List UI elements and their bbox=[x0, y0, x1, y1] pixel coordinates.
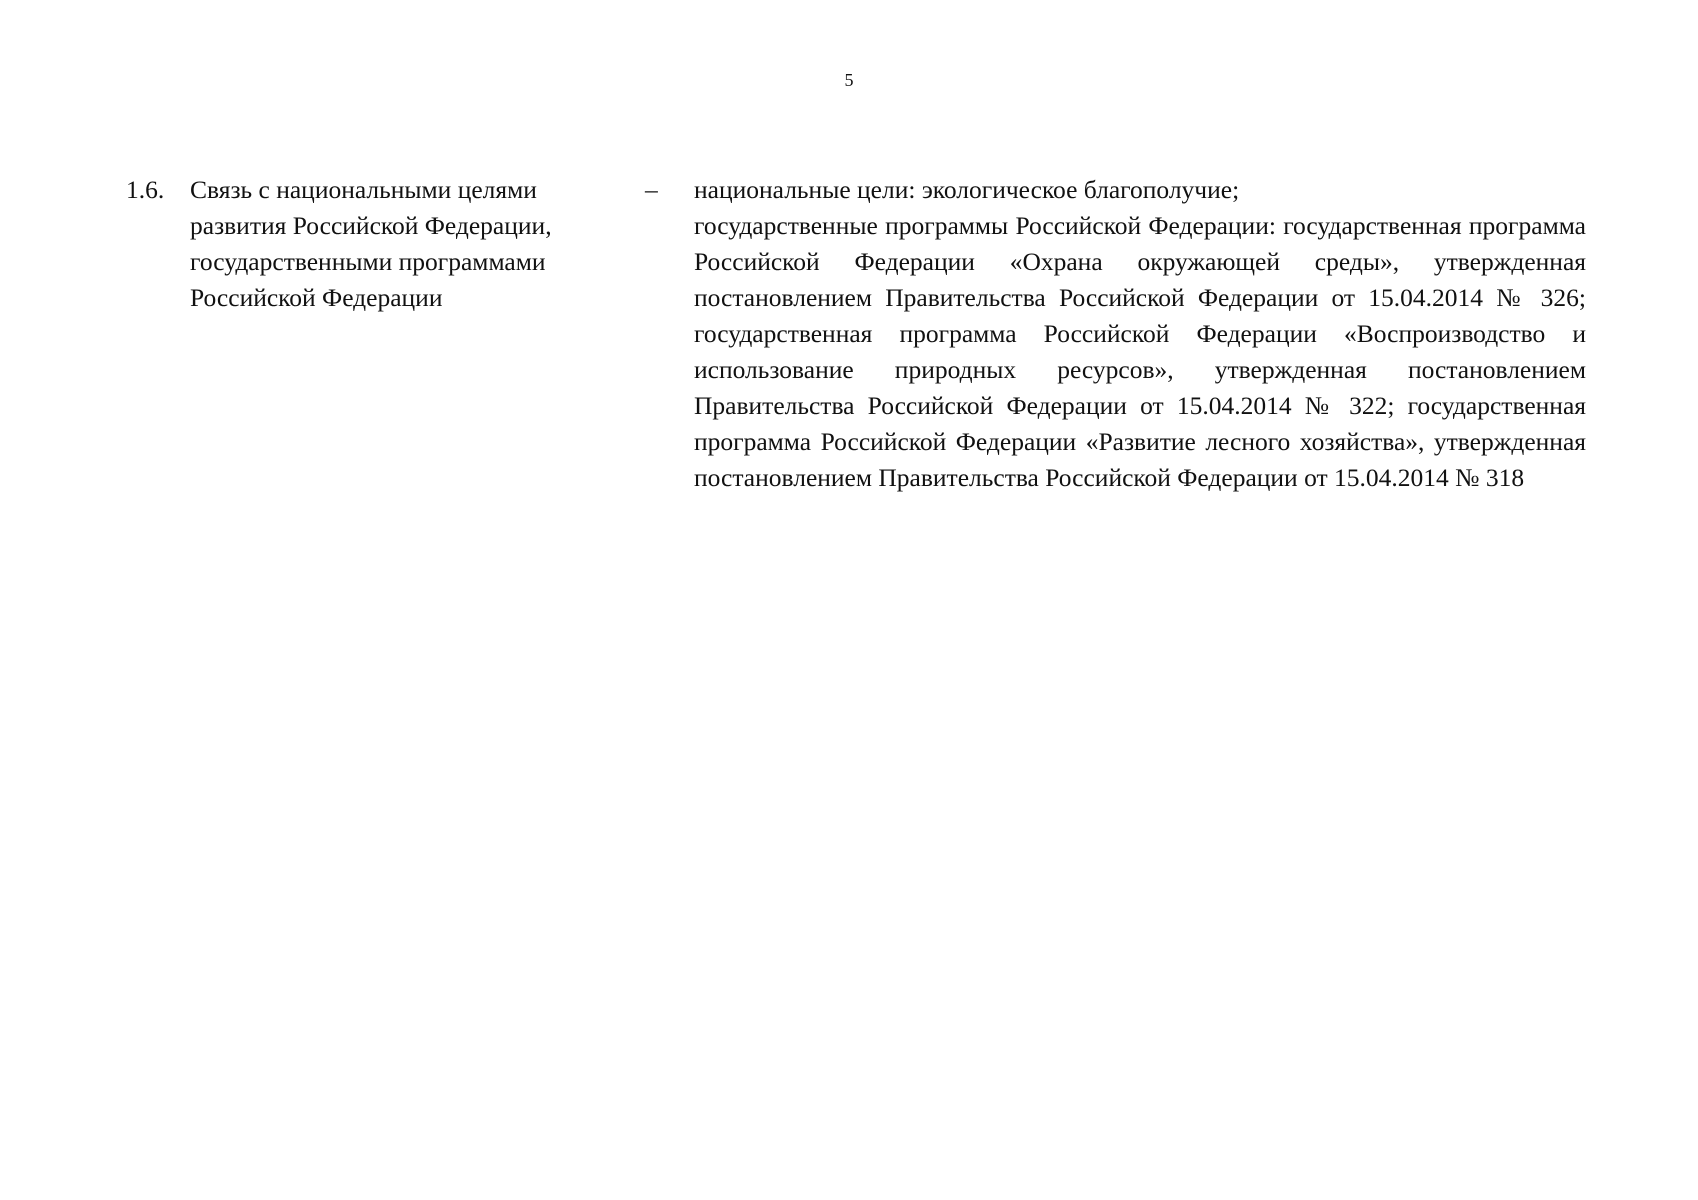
item-body bbox=[694, 172, 1586, 496]
item-title bbox=[190, 172, 610, 316]
national-goals-paragraph: национальные цели: экологическое благополучие; bbox=[694, 175, 1240, 204]
page-number: 5 bbox=[844, 70, 854, 90]
item-dash: – bbox=[645, 175, 658, 204]
item-number: 1.6. bbox=[126, 175, 165, 204]
item-title-line: Российской Федерации bbox=[190, 283, 443, 312]
item-title-line: развития Российской Федерации, bbox=[190, 211, 552, 240]
item-title-line: Связь с национальными целями bbox=[190, 175, 537, 204]
item-title-line: государственными программами bbox=[190, 247, 546, 276]
state-programs-paragraph: государственные программы Российской Федерации: государственная программа Российской Федерации «Охрана окружающей среды», утвержденная постановлением Правительства Российской Федерации от 15.04.2014 № 326; государственная программа Российской Федерации «Воспроизводство и использование природных ресурсов», утвержденная постановлением Правительства Российской Федерации от 15.04.2014 № 322; государственная программа Российской Федерации «Развитие лесного хозяйства», утвержденная постановлением Правительства Российской Федерации от 15.04.2014 № 318 bbox=[694, 211, 1586, 492]
